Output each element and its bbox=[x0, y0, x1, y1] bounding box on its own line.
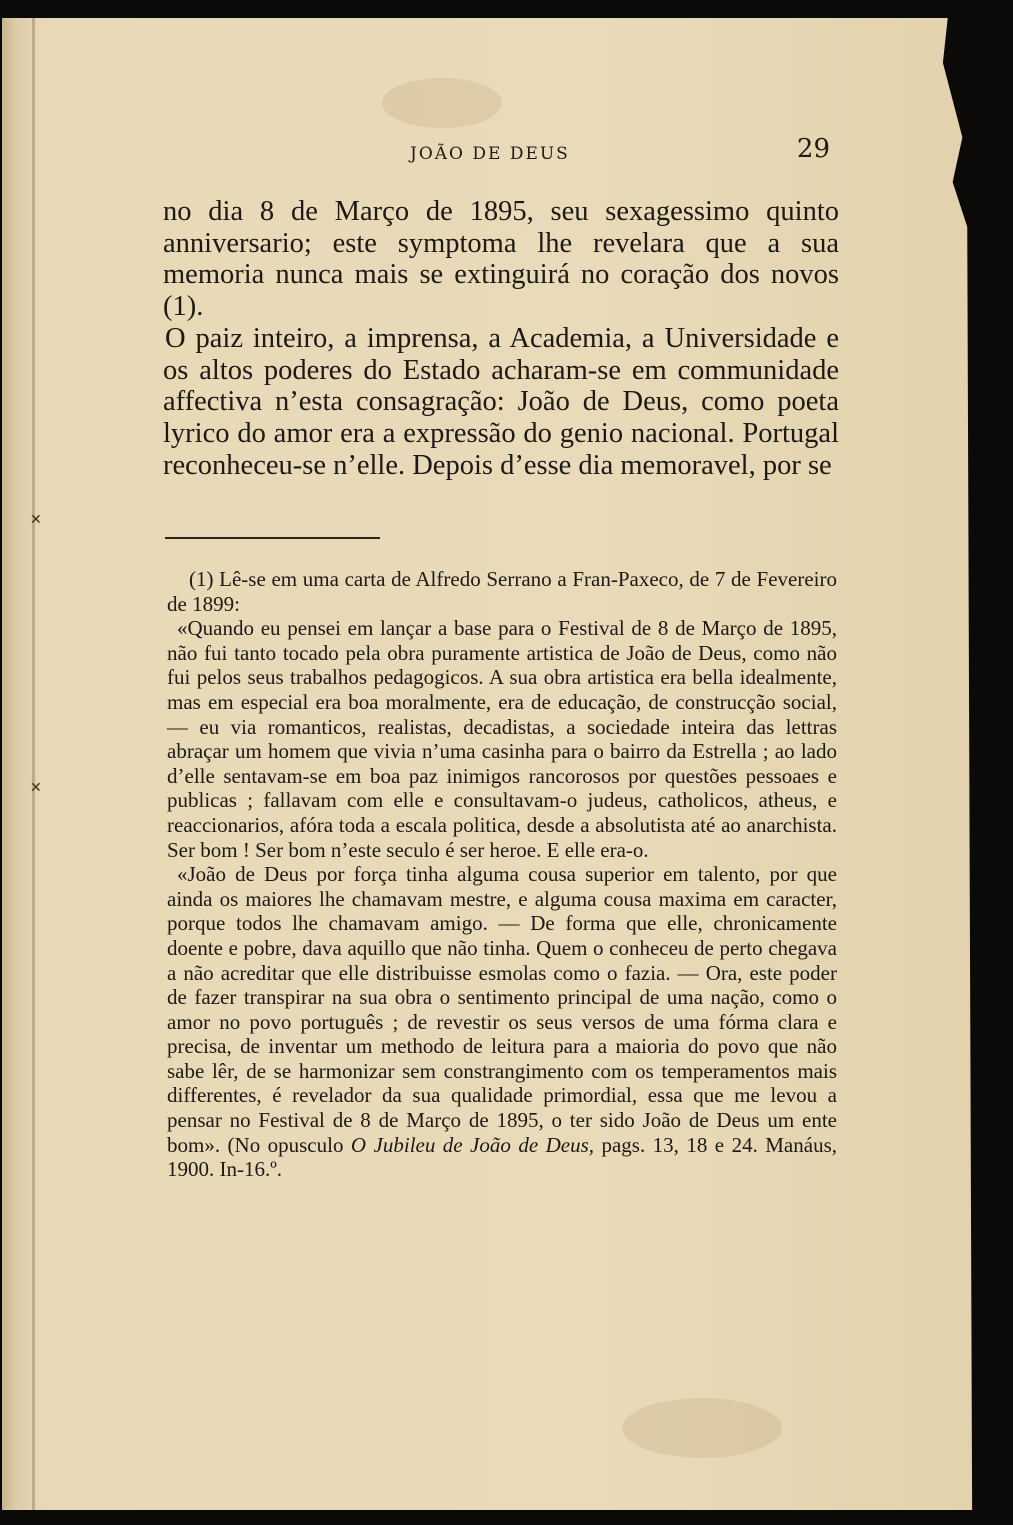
main-text bbox=[163, 196, 839, 481]
footnote-quote-2-citation: pags. 13, 18 e 24. Manáus, 1900. In-16.º. bbox=[167, 1132, 838, 1182]
footnote-quote-2-text: «João de Deus por força tinha alguma cousa superior em talento, por que ainda os maiores lhe chamavam mestre, e alguma cousa maxima em caracter, porque todos lhe chamavam amigo. — De forma que elle, chronicamente doente e pobre, dava aquillo que não tinha. Quem o conheceu de perto chegava a não acreditar que elle distribuisse esmolas como o fazia. — Ora, este poder de fazer transpirar na sua obra o sentimento principal de uma nação, como o amor no povo português ; de revestir os seus versos de uma fórma clara e precisa, de inventar um methodo de leitura para a maioria do povo que não sabe lêr, de se harmonizar sem constrangimento com os temperamentos mais differentes, é revelador da sua qualidade primordial, essa que me levou a pensar no Festival de 8 de Março de 1895, o ter sido João de Deus um ente bom». (No opusculo bbox=[167, 862, 837, 1157]
page-fold-shadow bbox=[32, 18, 35, 1510]
margin-mark: ✕ bbox=[30, 512, 42, 528]
page-number: 29 bbox=[796, 134, 830, 164]
footnote-quote-1: «Quando eu pensei em lançar a base para o Festival de 8 de Março de 1895, não fui tanto tocado pela obra puramente artistica de João de Deus, como não fui pelos seus trabalhos pedagogicos. A sua obra artistica era bella idealmente, mas em especial era boa moralmente, era de educação, de construcção social, — eu via romanticos, realistas, decadistas, a sociedade inteira das lettras abraçar um homem que vivia n’uma casinha para o bairro da Estrella ; ao lado d’elle sentavam-se em boa paz inimigos rancorosos por questões pessoaes e publicas ; fallavam com elle e consultavam-o judeus, catholicos, atheus, e reaccionarios, afóra toda a escala politica, desde a absolutista até ao anarchista. Ser bom ! Ser bom n’este seculo é ser heroe. E elle era-o. bbox=[167, 616, 837, 862]
footnote bbox=[167, 567, 837, 1182]
margin-mark: ✕ bbox=[30, 780, 42, 796]
running-head-title: JOÃO DE DEUS bbox=[410, 144, 570, 164]
paper-stain bbox=[382, 78, 502, 128]
book-title: O Jubileu de João de Deus, bbox=[350, 1132, 595, 1157]
footnote-rule bbox=[165, 537, 380, 539]
footnote-intro: (1) Lê-se em uma carta de Alfredo Serrano a Fran-Paxeco, de 7 de Fevereiro de 1899: bbox=[167, 567, 837, 616]
paper-stain bbox=[622, 1398, 782, 1458]
footnote-quote-2 bbox=[167, 862, 837, 1182]
paragraph-2: O paiz inteiro, a imprensa, a Academia, a Universidade e os altos poderes do Estado acharam-se em communidade affectiva n’esta consagração: João de Deus, como poeta lyrico do amor era a expressão do genio nacional. Portugal reconheceu-se n’elle. Depois d’esse dia memoravel, por se bbox=[163, 322, 839, 481]
paragraph-1: no dia 8 de Março de 1895, seu sexagessimo quinto anniversario; este symptoma lhe revelara que a sua memoria nunca mais se extinguirá no coração dos novos (1). bbox=[163, 196, 839, 323]
running-head bbox=[160, 134, 830, 174]
